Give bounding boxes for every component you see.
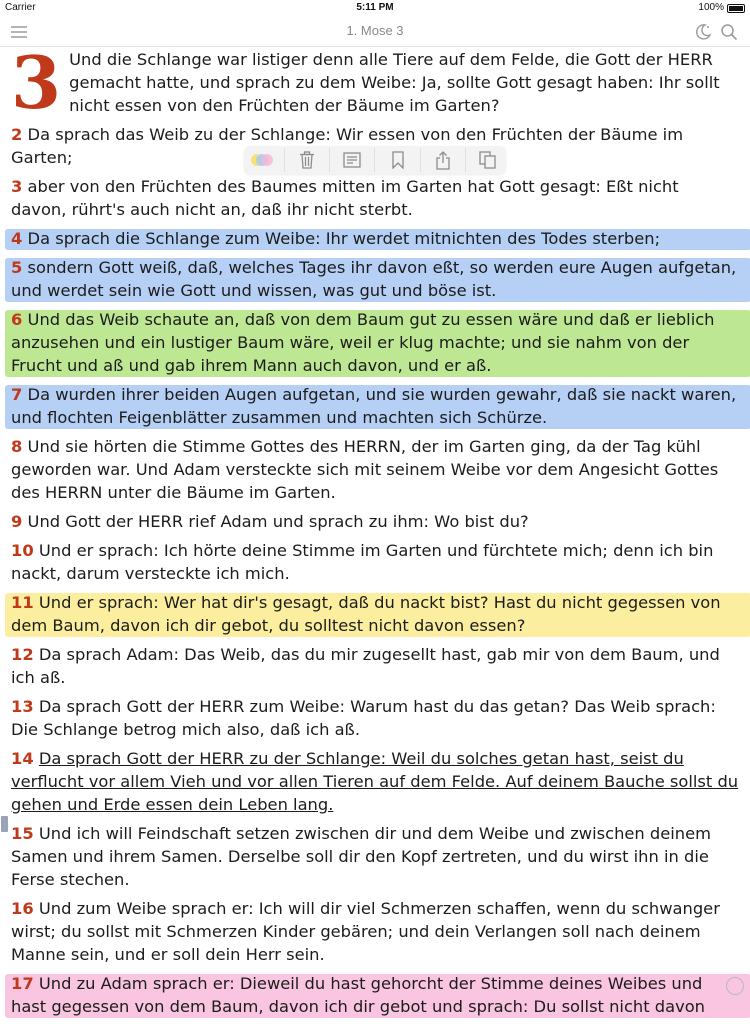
navigation-bar [0, 16, 750, 47]
carrier-label: Carrier [5, 2, 36, 13]
toolbar-divider [284, 148, 285, 172]
verse-text: Und er sprach: Wer hat dir's gesagt, daß du nackt bist? Hast du nicht gegessen von dem Baum, davon ich dir gebot, du solltest nicht davon essen? [11, 593, 721, 635]
verse-text: Und er sprach: Ich hörte deine Stimme im Garten und fürchtete mich; denn ich bin nackt, darum versteckte ich mich. [11, 541, 714, 583]
toolbar-divider [329, 148, 330, 172]
toolbar-divider [374, 148, 375, 172]
verse-text: Da sprach die Schlange zum Weibe: Ihr werdet mitnichten des Todes sterben; [27, 229, 661, 248]
toolbar-divider [465, 148, 466, 172]
verse-number: 7 [11, 385, 23, 404]
verse-3[interactable] [11, 175, 739, 221]
verse-15[interactable] [11, 822, 739, 891]
verse-number: 4 [11, 229, 23, 248]
verse-number: 10 [11, 541, 34, 560]
bookmark-icon[interactable] [385, 148, 411, 172]
battery-icon [727, 4, 745, 13]
verse-text: Und ich will Feindschaft setzen zwischen dir und dem Weibe und zwischen deinem Samen und ihrem Samen. Derselbe soll dir den Kopf zertreten, und du wirst ihn in die Ferse stechen. [11, 824, 711, 889]
verse-number: 8 [11, 437, 23, 456]
verse-text-underlined: Da sprach Gott der HERR zu der Schlange: Weil du solches getan hast, seist du verflucht vor allem Vieh und vor allen Tieren auf dem Felde. Auf deinem Bauche sollst du gehen und Erde essen dein Leben lang. [11, 749, 739, 814]
verse-number: 3 [11, 177, 23, 196]
verse-number: 12 [11, 645, 34, 664]
verse-number: 15 [11, 824, 34, 843]
chapter-title[interactable]: 1. Mose 3 [346, 23, 404, 38]
status-time: 5:11 PM [356, 2, 394, 13]
verse-16[interactable] [11, 897, 739, 966]
verse-text: Und die Schlange war listiger denn alle Tiere auf dem Felde, die Gott der HERR gemacht hatte, und sprach zu dem Weibe: Ja, sollte Gott gesagt haben: Ihr sollt nicht essen von den Früchten der Bäume im Garten? [69, 50, 720, 115]
verse-number: 17 [11, 974, 34, 993]
copy-icon[interactable] [475, 148, 501, 172]
verse-text: Da sprach das Weib zu der Schlange: Wir essen von den Früchten der Bäume im Garten; [11, 125, 684, 167]
verse-number: 2 [11, 125, 23, 144]
verse-number: 14 [11, 749, 34, 768]
chapter-intro-verse[interactable] [11, 40, 739, 125]
verse-8[interactable] [11, 435, 739, 504]
verse-text: Und das Weib schaute an, daß von dem Baum gut zu essen wäre und daß er lieblich anzusehen und ein lustiger Baum wäre, weil er klug machte; und sie nahm von der Frucht und aß und gab ihrem Mann auch davon, und er aß. [11, 310, 715, 375]
verse-text: Und Gott der HERR rief Adam und sprach zu ihm: Wo bist du? [27, 512, 529, 531]
verse-action-toolbar [244, 146, 506, 174]
night-mode-icon[interactable] [692, 21, 714, 43]
chapter-text [11, 40, 739, 1024]
verse-5[interactable] [11, 256, 739, 302]
verse-14[interactable] [11, 747, 739, 816]
verse-text: Da sprach Gott der HERR zum Weibe: Warum hast du das getan? Das Weib sprach: Die Schlange betrog mich also, daß ich aß. [11, 697, 716, 739]
chapter-number-dropcap: 3 [11, 40, 62, 125]
verse-text: Und zu Adam sprach er: Dieweil du hast gehorcht der Stimme deines Weibes und hast gegessen von dem Baum, davon ich dir gebot und sprach: Du sollst nicht davon [11, 974, 706, 1016]
battery-percent: 100% [698, 2, 724, 13]
search-icon[interactable] [718, 21, 740, 43]
verse-number: 11 [11, 593, 34, 612]
verse-10[interactable] [11, 539, 739, 585]
trash-icon[interactable] [294, 148, 320, 172]
verse-4[interactable] [11, 227, 739, 250]
verse-13[interactable] [11, 695, 739, 741]
verse-text: Und sie hörten die Stimme Gottes des HERRN, der im Garten ging, da der Tag kühl geworden war. Und Adam versteckte sich mit seinem Weibe vor dem Angesicht Gottes des HERRN unter die Bäume im Garten. [11, 437, 719, 502]
verse-7[interactable] [11, 383, 739, 429]
verse-11[interactable] [11, 591, 739, 637]
audio-play-icon[interactable] [726, 977, 744, 995]
verse-text: Da sprach Adam: Das Weib, das du mir zugesellt hast, gab mir von dem Baum, und ich aß. [11, 645, 720, 687]
verse-6[interactable] [11, 308, 739, 377]
note-marker-icon[interactable] [1, 816, 8, 832]
toolbar-divider [420, 148, 421, 172]
color-picker-icon[interactable] [249, 148, 275, 172]
verse-number: 6 [11, 310, 23, 329]
verse-text: aber von den Früchten des Baumes mitten im Garten hat Gott gesagt: Eßt nicht davon, rührt's auch nicht an, daß ihr nicht sterbt. [11, 177, 679, 219]
verse-12[interactable] [11, 643, 739, 689]
verse-number: 5 [11, 258, 23, 277]
verse-9[interactable] [11, 510, 739, 533]
verse-number: 13 [11, 697, 34, 716]
verse-text: Da wurden ihrer beiden Augen aufgetan, und sie wurden gewahr, daß sie nackt waren, und flochten Feigenblätter zusammen und machten sich Schürze. [11, 385, 737, 427]
status-bar [0, 0, 750, 16]
verse-text: Und zum Weibe sprach er: Ich will dir viel Schmerzen schaffen, wenn du schwanger wirst; du sollst mit Schmerzen Kinder gebären; und dein Verlangen soll nach deinem Manne sein, und er soll dein Herr sein. [11, 899, 720, 964]
note-icon[interactable] [339, 148, 365, 172]
verse-number: 16 [11, 899, 34, 918]
verse-17[interactable] [11, 972, 739, 1018]
verse-number: 9 [11, 512, 23, 531]
verse-text: sondern Gott weiß, daß, welches Tages ihr davon eßt, so werden eure Augen aufgetan, und werdet sein wie Gott und wissen, was gut und böse ist. [11, 258, 737, 300]
share-icon[interactable] [430, 148, 456, 172]
